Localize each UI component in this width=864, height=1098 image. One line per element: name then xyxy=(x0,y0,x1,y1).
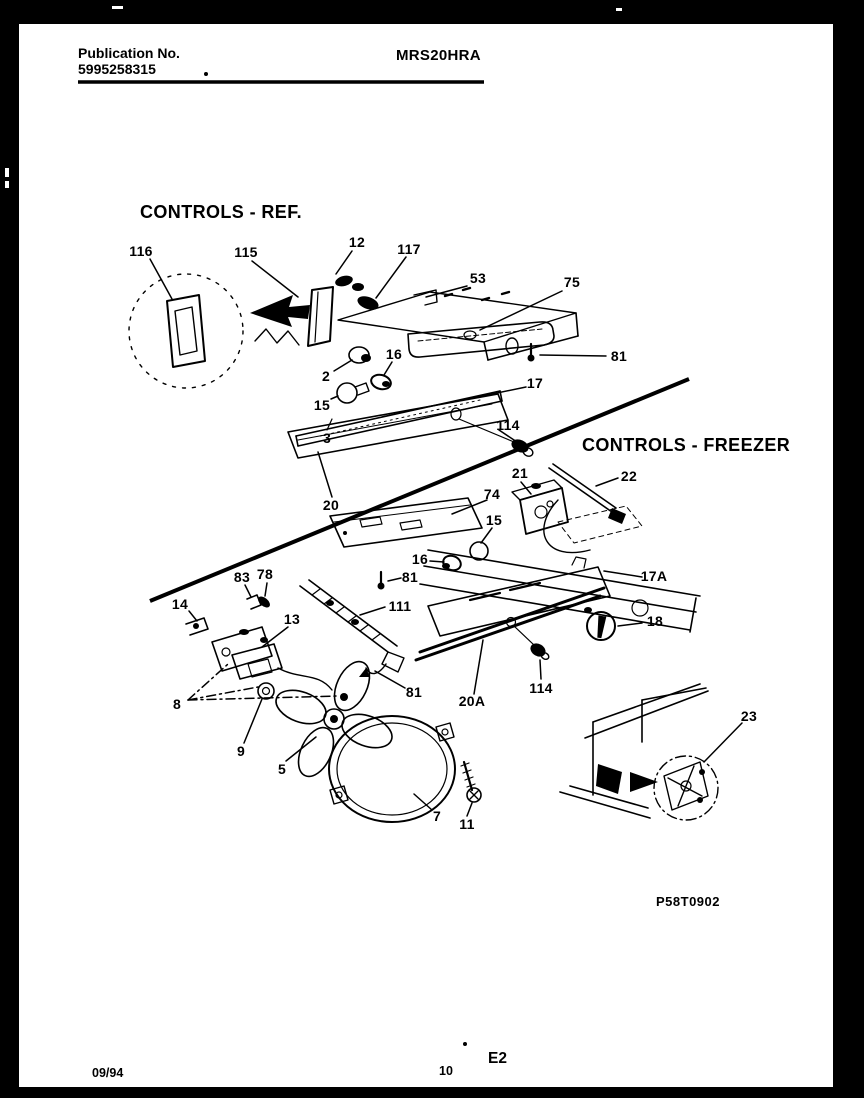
callout-9: 9 xyxy=(236,743,246,759)
callout-5: 5 xyxy=(277,761,287,777)
callout-81-a: 81 xyxy=(610,348,628,364)
callout-74: 74 xyxy=(483,486,501,502)
section-title-ref: CONTROLS - REF. xyxy=(140,202,302,222)
section-title-freezer: CONTROLS - FREEZER xyxy=(582,435,791,455)
callout-3: 3 xyxy=(322,430,332,446)
callout-117: 117 xyxy=(397,241,421,257)
callout-13: 13 xyxy=(283,611,301,627)
callout-15-b: 15 xyxy=(485,512,503,528)
callout-17A: 17A xyxy=(640,568,668,584)
callout-83: 83 xyxy=(233,569,251,585)
callout-17: 17 xyxy=(526,375,544,391)
section-divider-line xyxy=(150,379,689,601)
scan-artifacts xyxy=(5,6,622,1046)
callout-20: 20 xyxy=(322,497,340,513)
callout-78: 78 xyxy=(256,566,274,582)
callout-75: 75 xyxy=(563,274,581,290)
callout-22: 22 xyxy=(620,468,638,484)
callout-15-a: 15 xyxy=(313,397,331,413)
callout-11: 11 xyxy=(459,816,475,832)
callout-2: 2 xyxy=(321,368,331,384)
callout-114-a: 114 xyxy=(496,417,520,433)
model-number: MRS20HRA xyxy=(396,47,481,64)
callout-116: 116 xyxy=(129,243,153,259)
callout-14: 14 xyxy=(171,596,189,612)
page-number: 10 xyxy=(439,1064,453,1078)
callout-18: 18 xyxy=(646,613,664,629)
callout-12: 12 xyxy=(348,234,366,250)
issue-date: 09/94 xyxy=(92,1066,124,1080)
callout-111: 111 xyxy=(388,598,412,614)
callout-16-b: 16 xyxy=(411,551,429,567)
callout-21: 21 xyxy=(511,465,529,481)
callout-114-b: 114 xyxy=(529,680,553,696)
freezer-assembly-drawing xyxy=(186,464,718,822)
callout-115: 115 xyxy=(234,244,258,260)
section-code: E2 xyxy=(488,1050,507,1067)
callout-20A: 20A xyxy=(458,693,486,709)
callout-53: 53 xyxy=(469,270,487,286)
callout-8: 8 xyxy=(172,696,182,712)
callout-7: 7 xyxy=(432,808,442,824)
diagram-code: P58T0902 xyxy=(656,894,720,909)
callout-81-c: 81 xyxy=(405,684,423,700)
callout-23: 23 xyxy=(740,708,758,724)
publication-label: Publication No. xyxy=(78,45,180,61)
publication-number: 5995258315 xyxy=(78,61,156,77)
callout-16-a: 16 xyxy=(385,346,403,362)
callout-81-b: 81 xyxy=(401,569,419,585)
